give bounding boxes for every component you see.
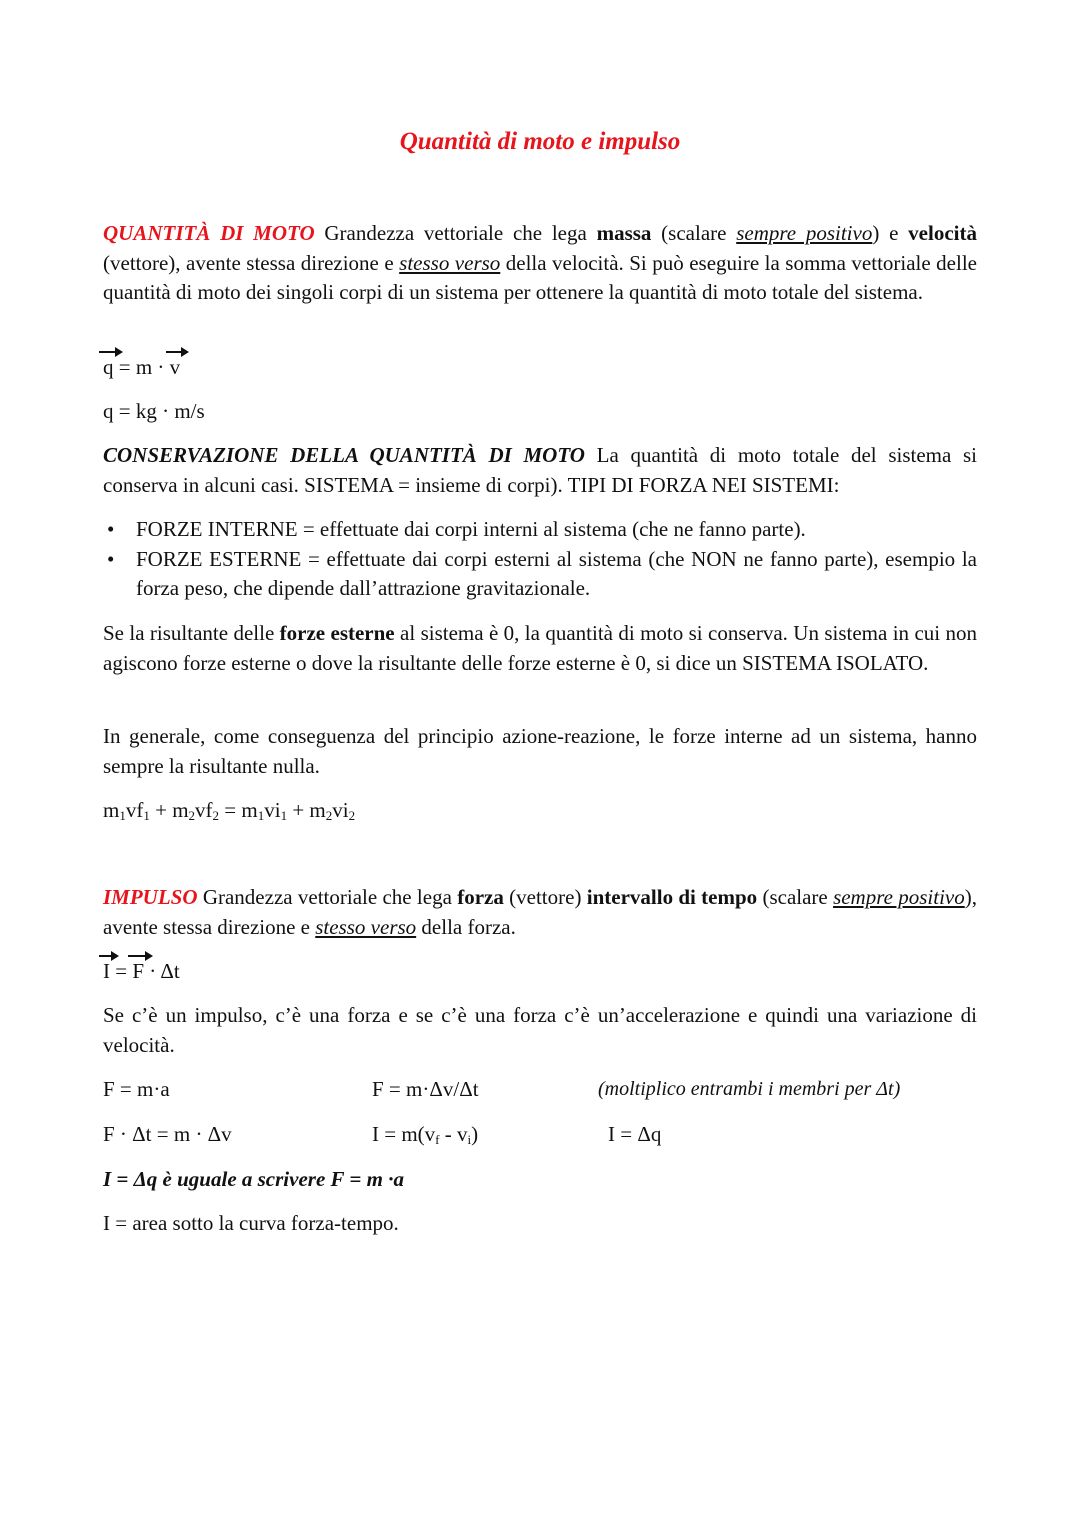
formula-f-dv-dt: F = m·Δv/Δt: [372, 1077, 479, 1101]
formula-momentum: [103, 353, 977, 383]
text: Se la risultante delle: [103, 621, 280, 645]
paragraph-impulso: [103, 883, 977, 942]
text: m: [241, 798, 258, 822]
bold-term: velocità: [908, 221, 977, 245]
force-types-list: [103, 515, 977, 604]
text: m: [172, 798, 189, 822]
final-statement: I = area sotto la curva forza-tempo.: [103, 1211, 399, 1235]
underlined-term: sempre positivo: [736, 221, 873, 245]
formula-units: q = kg · m/s: [103, 399, 205, 423]
text: =: [219, 798, 242, 822]
bold-term: intervallo di tempo: [586, 885, 758, 909]
text: della forza.: [416, 914, 516, 939]
text: vf: [195, 798, 213, 822]
subscript: 2: [212, 808, 220, 823]
vector-i: I: [103, 957, 110, 987]
bold-term: forza: [457, 885, 504, 909]
section-heading: QUANTITÀ DI MOTO: [103, 221, 315, 245]
formula-f-dt: F · Δt = m · Δv: [103, 1122, 232, 1146]
list-item: • FORZE ESTERNE = effettuate dai corpi esterni al sistema (che NON ne fanno parte), esempio la forza peso, che dipende dall’attrazione gravitazionale.: [103, 545, 977, 604]
text: Grandezza vettoriale che lega: [197, 885, 458, 909]
formula-f-ma: F = m·a: [103, 1077, 170, 1101]
text: al sistema è 0, la quantità di moto si conserva. Un sistema in cui non agiscono forze esterne o dove la risultante delle forze esterne è 0, si dice un SISTEMA ISOLATO.: [103, 621, 977, 675]
underlined-term: sempre positivo: [833, 885, 965, 909]
text: · Δt: [144, 959, 180, 983]
paragraph-isolated-system: [103, 619, 977, 678]
text: (scalare: [757, 885, 834, 909]
text: vi: [264, 798, 281, 822]
section-heading: IMPULSO: [103, 885, 198, 909]
text: (vettore), avente stessa direzione e: [103, 250, 400, 275]
subscript: 2: [325, 808, 333, 823]
subscript: 2: [348, 808, 356, 823]
formula-conservation: [103, 796, 977, 826]
text: I = m(v: [372, 1122, 436, 1146]
text: della velocità. Si può eseguire la somma vettoriale delle quantità di moto dei singoli corpi di un sistema per ottenere la quantità di moto totale del sistema.: [103, 250, 977, 304]
paragraph-impulse-consequence: Se c’è un impulso, c’è una forza e se c’è una forza c’è un’accelerazione e quindi una variazione di velocità.: [103, 1003, 977, 1057]
page-title: Quantità di moto e impulso: [399, 128, 681, 155]
text: +: [149, 798, 173, 822]
text: La quantità di moto totale del sistema si conserva in alcuni casi. SISTEMA = insieme di corpi). TIPI DI FORZA NEI SISTEMI:: [103, 443, 977, 497]
text: m: [309, 798, 326, 822]
formula-note: (moltiplico entrambi i membri per Δt): [598, 1078, 901, 1100]
text: (vettore): [503, 885, 587, 909]
text: ), avente stessa direzione e: [103, 885, 977, 939]
subscript: 2: [188, 808, 196, 823]
text: m: [103, 798, 120, 822]
paragraph-quantita-di-moto: [103, 219, 977, 308]
bold-term: forze esterne: [279, 621, 395, 645]
text: vf: [125, 798, 144, 822]
list-item: • FORZE INTERNE = effettuate dai corpi interni al sistema (che ne fanno parte).: [103, 515, 977, 545]
subscript: 1: [257, 808, 265, 823]
section-heading: CONSERVAZIONE DELLA QUANTITÀ DI MOTO: [103, 443, 585, 467]
text: vi: [332, 798, 349, 822]
text: Grandezza vettoriale che lega: [314, 221, 597, 245]
subscript: i: [467, 1132, 472, 1147]
underlined-term: stesso verso: [315, 914, 417, 939]
vector-f: F: [132, 957, 144, 987]
subscript: 1: [143, 808, 150, 823]
text: - v: [439, 1122, 468, 1146]
underlined-term: stesso verso: [399, 250, 501, 275]
text: ) e: [872, 221, 909, 245]
subscript: 1: [119, 808, 126, 823]
vector-q: q: [103, 353, 114, 383]
text: +: [287, 798, 310, 822]
bold-term: massa: [596, 221, 652, 245]
subscript: 1: [280, 808, 288, 823]
text: =: [110, 959, 133, 983]
text: = m ·: [113, 355, 170, 379]
text: (scalare: [651, 221, 737, 245]
formula-impulse: [103, 957, 977, 987]
formula-i-dq: I = Δq: [608, 1122, 662, 1146]
paragraph-internal-forces: In generale, come conseguenza del principio azione-reazione, le forze interne ad un sistema, hanno sempre la risultante nulla.: [103, 724, 977, 778]
text: ): [471, 1122, 479, 1146]
formula-i-m-dv: [372, 1120, 478, 1150]
bold-statement: I = Δq è uguale a scrivere F = m ·a: [103, 1167, 404, 1191]
vector-v: v: [170, 353, 181, 383]
subscript: f: [435, 1132, 440, 1147]
paragraph-conservazione: [103, 441, 977, 500]
